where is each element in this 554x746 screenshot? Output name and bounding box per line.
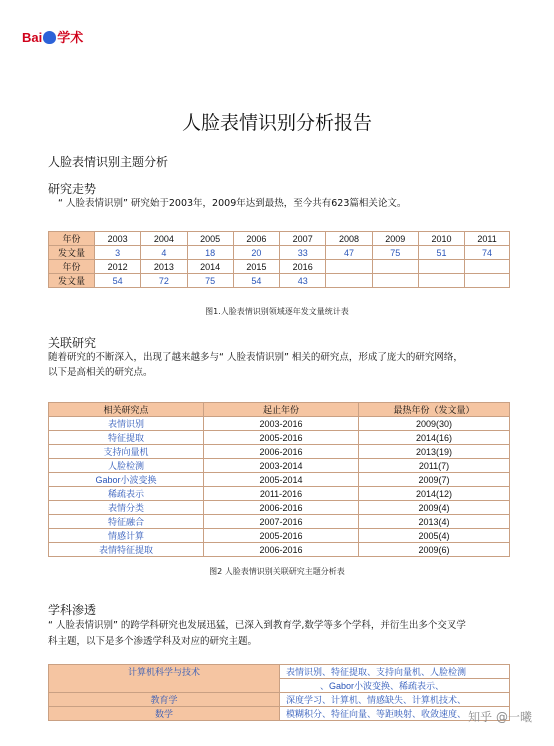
count-cell[interactable]: 72 [141,274,187,288]
year-cell: 2015 [233,260,279,274]
count-cell[interactable]: 47 [326,246,372,260]
span-cell: 2007-2016 [204,515,359,529]
year-label: 年份 [49,260,95,274]
empty-cell [372,260,418,274]
discipline-table [48,664,510,721]
year-cell: 2009 [372,232,418,246]
topics-link[interactable]: 表情识别、特征提取、支持向量机、人脸检测 [280,665,510,679]
table-row [49,246,510,260]
report-title: 人脸表情识别分析报告 [181,112,372,134]
topics-link[interactable]: 、Gabor小波变换、稀疏表示、 [280,679,510,693]
year-label: 年份 [49,232,95,246]
table-row [49,232,510,246]
table-row [49,487,510,501]
year-cell: 2016 [280,260,326,274]
empty-cell [418,274,464,288]
table-row [49,473,510,487]
year-cell: 2003 [95,232,141,246]
trend-table [48,231,510,288]
year-cell: 2006 [233,232,279,246]
span-cell: 2006-2016 [204,445,359,459]
count-label: 发文量 [49,274,95,288]
hot-year-cell: 2014(16) [359,431,510,445]
empty-cell [326,274,372,288]
table-header-row [49,403,510,417]
count-cell[interactable]: 43 [280,274,326,288]
discipline-text-line1: “ 人脸表情识别” 的跨学科研究也发展迅猛，已深入到教育学,数学等多个学科，并衍生出多个交叉学 [48,620,466,631]
col-header: 起止年份 [204,403,359,417]
hot-year-cell: 2009(30) [359,417,510,431]
figure1-caption: 图1.人脸表情识别领域逐年发文量统计表 [205,307,349,316]
count-cell[interactable]: 54 [95,274,141,288]
year-cell: 2013 [141,260,187,274]
table-row [49,693,510,707]
count-cell[interactable]: 74 [465,246,510,260]
topic-link[interactable]: 表情识别 [49,417,204,431]
year-cell: 2014 [187,260,233,274]
trend-heading: 研究走势 [48,182,97,196]
table-row [49,274,510,288]
table-row [49,417,510,431]
topic-link[interactable]: 特征融合 [49,515,204,529]
span-cell: 2005-2014 [204,473,359,487]
topics-link[interactable]: 深度学习、计算机、情感缺失、计算机技术、 [280,693,510,707]
span-cell: 2006-2016 [204,543,359,557]
year-cell: 2012 [95,260,141,274]
table-row [49,707,510,721]
table-row [49,543,510,557]
topic-link[interactable]: 表情特征提取 [49,543,204,557]
discipline-text-line2: 科主题，以下是多个渗透学科及对应的研究主题。 [48,636,258,647]
table-row [49,431,510,445]
count-cell[interactable]: 4 [141,246,187,260]
year-cell: 2007 [280,232,326,246]
count-cell[interactable]: 75 [372,246,418,260]
span-cell: 2005-2016 [204,431,359,445]
table-row [49,515,510,529]
span-cell: 2006-2016 [204,501,359,515]
empty-cell [372,274,418,288]
figure2-caption: 图2 人脸表情识别关联研究主题分析表 [209,567,345,576]
topic-link[interactable]: Gabor小波变换 [49,473,204,487]
hot-year-cell: 2013(19) [359,445,510,459]
year-cell: 2005 [187,232,233,246]
topic-link[interactable]: 特征提取 [49,431,204,445]
related-heading: 关联研究 [48,336,97,350]
topic-link[interactable]: 人脸检测 [49,459,204,473]
table-row [49,445,510,459]
table-row [49,459,510,473]
hot-year-cell: 2009(7) [359,473,510,487]
subject-link[interactable]: 数学 [49,707,280,721]
related-text-line2: 以下是高相关的研究点。 [48,367,153,378]
table-row [49,529,510,543]
table-row [49,501,510,515]
count-cell[interactable]: 18 [187,246,233,260]
count-cell[interactable]: 75 [187,274,233,288]
span-cell: 2003-2016 [204,417,359,431]
span-cell: 2003-2014 [204,459,359,473]
hot-year-cell: 2011(7) [359,459,510,473]
hot-year-cell: 2014(12) [359,487,510,501]
subject-link[interactable]: 计算机科学与技术 [49,665,280,693]
paw-icon [43,31,56,44]
trend-text: “ 人脸表情识别” 研究始于2003年，2009年达到最热，至今共有623篇相关论文。 [58,198,407,209]
topic-link[interactable]: 支持向量机 [49,445,204,459]
topic-link[interactable]: 稀疏表示 [49,487,204,501]
topic-link[interactable]: 情感计算 [49,529,204,543]
span-cell: 2005-2016 [204,529,359,543]
subtitle: 人脸表情识别主题分析 [48,155,169,169]
span-cell: 2011-2016 [204,487,359,501]
count-cell[interactable]: 33 [280,246,326,260]
count-cell[interactable]: 20 [233,246,279,260]
table-row [49,260,510,274]
col-header: 相关研究点 [49,403,204,417]
baidu-xueshu-logo: Bai 学术 [22,30,84,45]
topic-link[interactable]: 表情分类 [49,501,204,515]
topics-link[interactable]: 模糊积分、特征向量、等距映射、收敛速度、 [280,707,510,721]
count-cell[interactable]: 54 [233,274,279,288]
empty-cell [465,274,510,288]
table-row [49,665,510,679]
hot-year-cell: 2009(4) [359,501,510,515]
empty-cell [465,260,510,274]
count-label: 发文量 [49,246,95,260]
subject-link[interactable]: 教育学 [49,693,280,707]
year-cell: 2010 [418,232,464,246]
col-header: 最热年份（发文量） [359,403,510,417]
empty-cell [418,260,464,274]
related-table [48,402,510,557]
year-cell: 2008 [326,232,372,246]
count-cell[interactable]: 51 [418,246,464,260]
hot-year-cell: 2013(4) [359,515,510,529]
related-text-line1: 随着研究的不断深入，出现了越来越多与“ 人脸表情识别” 相关的研究点，形成了庞大的研究网络， [48,352,463,363]
count-cell[interactable]: 3 [95,246,141,260]
hot-year-cell: 2005(4) [359,529,510,543]
year-cell: 2004 [141,232,187,246]
discipline-heading: 学科渗透 [48,603,97,617]
hot-year-cell: 2009(6) [359,543,510,557]
year-cell: 2011 [465,232,510,246]
empty-cell [326,260,372,274]
zhihu-watermark: 知乎 @一曦 [468,710,532,724]
